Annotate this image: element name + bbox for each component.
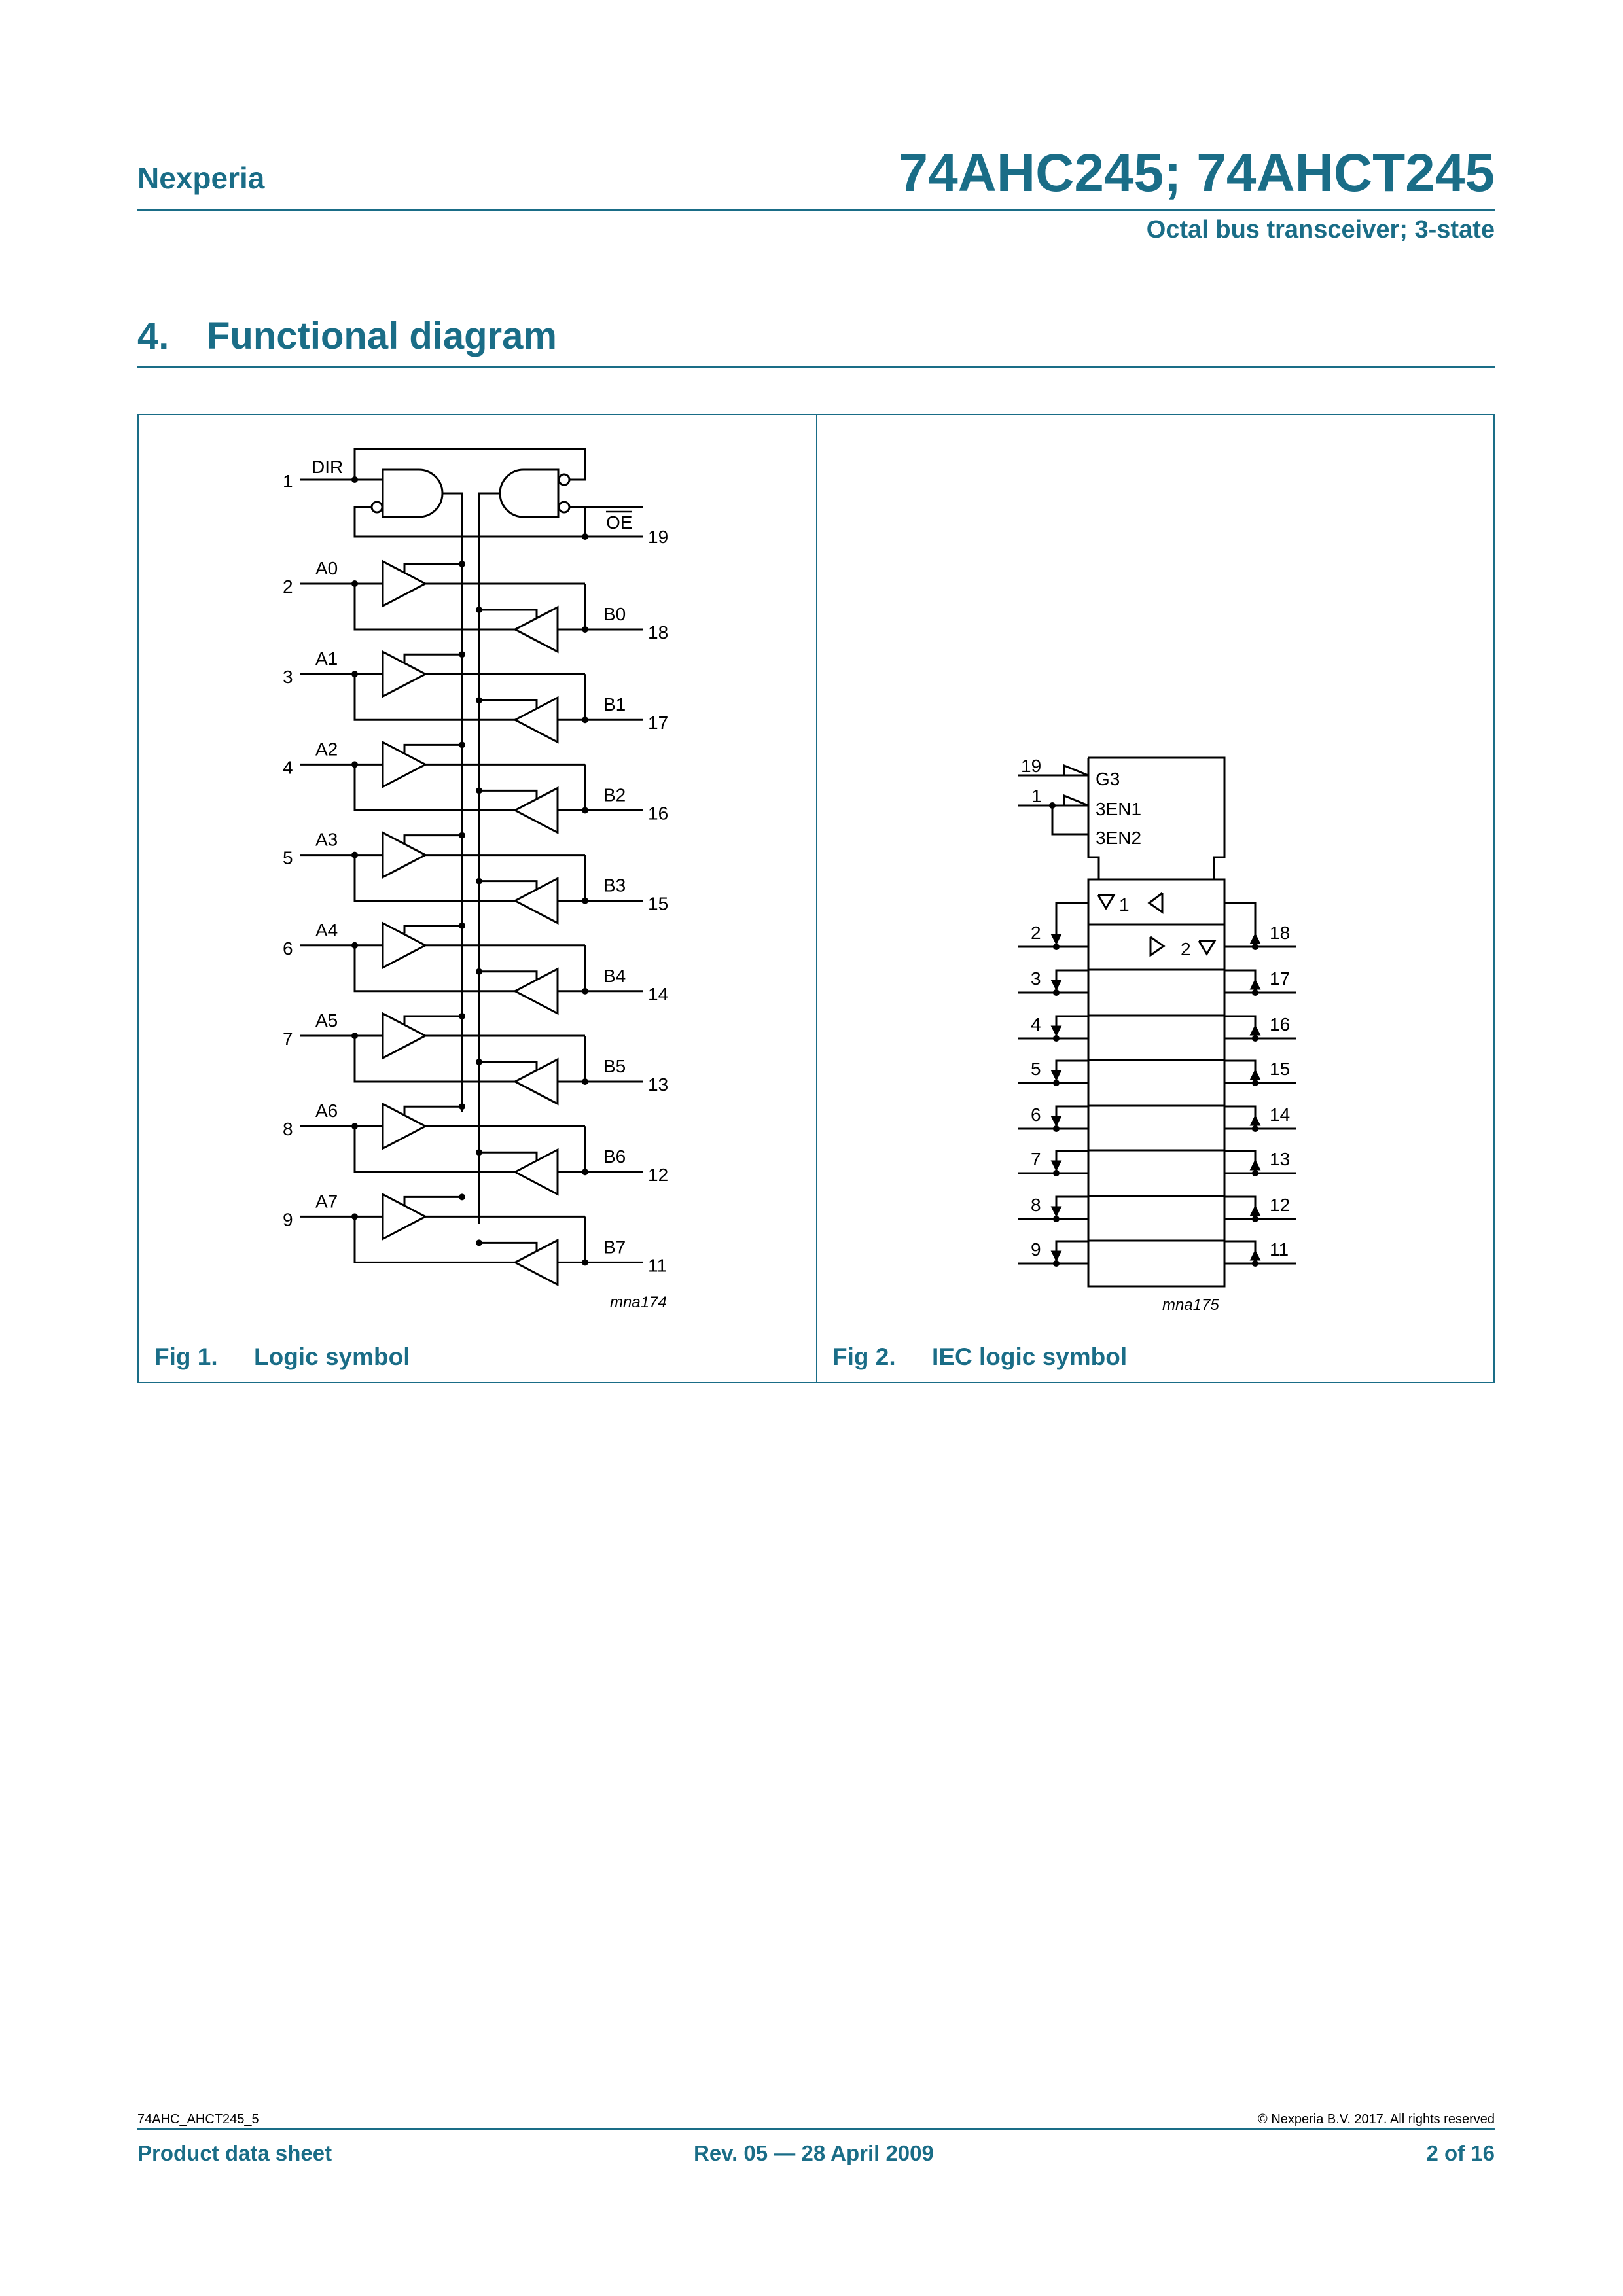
a-label-7: A7 (315, 1191, 338, 1212)
left-pin-1: 3 (1031, 968, 1041, 989)
oe-label: OE (606, 512, 633, 533)
wire (1052, 805, 1088, 834)
footer-rule (137, 2128, 1495, 2130)
direction-arrow (1052, 1027, 1060, 1034)
left-pin-0: 2 (1031, 923, 1041, 943)
dir-label: DIR (312, 457, 344, 477)
right-pin-7: 11 (1270, 1239, 1289, 1260)
b-pin-1: 17 (648, 713, 669, 733)
b-pin-4: 14 (648, 983, 669, 1004)
right-pin-6: 12 (1270, 1195, 1291, 1215)
section-number: 4. (137, 315, 169, 357)
wire (1098, 895, 1114, 908)
b-pin-7: 11 (648, 1255, 668, 1276)
left-pin-7: 9 (1031, 1239, 1041, 1260)
direction-arrow (1052, 935, 1060, 943)
b-pin-5: 13 (648, 1074, 669, 1095)
b-pin-6: 12 (648, 1165, 669, 1186)
a-pin-7: 9 (283, 1209, 293, 1230)
direction-arrow (1052, 1071, 1060, 1079)
document-title: 74AHC245; 74AHCT245 (898, 143, 1495, 203)
a-label-2: A2 (315, 739, 338, 760)
row1-label-2: 2 (1181, 939, 1191, 959)
left-pin-4: 6 (1031, 1104, 1041, 1125)
ctrl-label-3en2: 3EN2 (1096, 828, 1142, 848)
direction-arrow (1251, 981, 1259, 989)
a-pin-3: 5 (283, 847, 293, 868)
footer-page-number: 2 of 16 (1426, 2141, 1495, 2165)
footer-doc-type: Product data sheet (137, 2141, 332, 2165)
a-pin-5: 7 (283, 1029, 293, 1049)
wire (1150, 937, 1164, 955)
right-pin-3: 15 (1270, 1059, 1291, 1079)
ctrl-label-3en1: 3EN1 (1096, 799, 1142, 819)
b-pin-3: 15 (648, 893, 669, 914)
wire (1064, 766, 1088, 775)
fig1-title: Logic symbol (254, 1343, 410, 1370)
row1-label-1: 1 (1119, 894, 1130, 915)
a-label-0: A0 (315, 558, 338, 578)
wire (1064, 796, 1088, 805)
direction-arrow (1251, 1161, 1259, 1169)
wire (1056, 1197, 1088, 1219)
dir-pin: 1 (283, 471, 293, 491)
b-label-2: B2 (603, 785, 626, 805)
fig2-number: Fig 2. (832, 1343, 896, 1370)
b-label-0: B0 (603, 604, 626, 624)
direction-arrow (1251, 1252, 1259, 1260)
left-pin-6: 8 (1031, 1195, 1041, 1215)
b-label-6: B6 (603, 1146, 626, 1167)
left-pin-5: 7 (1031, 1149, 1041, 1169)
fig1-caption (154, 1343, 410, 1371)
a-label-4: A4 (315, 919, 338, 940)
direction-arrow (1251, 1117, 1259, 1125)
direction-arrow (1251, 1027, 1259, 1034)
wire (1056, 1151, 1088, 1173)
footer-revision: Rev. 05 — 28 April 2009 (694, 2141, 934, 2165)
right-pin-1: 17 (1270, 968, 1291, 989)
b-label-4: B4 (603, 965, 626, 986)
fig2-title: IEC logic symbol (932, 1343, 1128, 1370)
a-pin-1: 3 (283, 667, 293, 688)
brand-name: Nexperia (137, 161, 265, 195)
wire (1149, 893, 1162, 912)
a-label-1: A1 (315, 648, 338, 669)
section-title: Functional diagram (207, 315, 557, 357)
a-label-5: A5 (315, 1010, 338, 1031)
a-label-6: A6 (315, 1101, 338, 1122)
a-pin-6: 8 (283, 1119, 293, 1140)
right-pin-0: 18 (1270, 923, 1291, 943)
b-label-5: B5 (603, 1056, 626, 1076)
direction-arrow (1251, 1071, 1259, 1079)
fig2-caption (832, 1343, 1127, 1371)
direction-arrow (1052, 1252, 1060, 1260)
wire (1199, 941, 1215, 954)
fig2-id: mna175 (1162, 1296, 1219, 1314)
b-pin-0: 18 (648, 622, 669, 643)
fig1-number: Fig 1. (154, 1343, 218, 1370)
a-pin-2: 4 (283, 757, 293, 778)
a-pin-0: 2 (283, 576, 293, 597)
direction-arrow (1052, 981, 1060, 989)
ctrl-pin-1: 1 (1031, 786, 1042, 806)
b-label-3: B3 (603, 875, 626, 896)
document-subtitle: Octal bus transceiver; 3-state (1146, 216, 1495, 243)
direction-arrow (1052, 1117, 1060, 1125)
ctrl-pin-19: 19 (1021, 756, 1042, 776)
wire (1056, 1241, 1088, 1263)
wire (1056, 903, 1088, 947)
oe-pin: 19 (648, 527, 669, 547)
wire (1056, 1106, 1088, 1129)
ctrl-label-g3: G3 (1096, 769, 1120, 789)
direction-arrow (1052, 1207, 1060, 1215)
left-pin-3: 5 (1031, 1059, 1041, 1079)
wire (1224, 903, 1255, 947)
right-pin-5: 13 (1270, 1149, 1291, 1169)
footer-copyright: © Nexperia B.V. 2017. All rights reserved (1258, 2112, 1495, 2127)
b-label-1: B1 (603, 694, 626, 715)
direction-arrow (1251, 935, 1259, 943)
right-pin-2: 16 (1270, 1014, 1291, 1034)
b-pin-2: 16 (648, 803, 669, 824)
a-label-3: A3 (315, 829, 338, 850)
wire (1056, 1016, 1088, 1038)
a-pin-4: 6 (283, 938, 293, 959)
wire (1056, 1061, 1088, 1083)
left-pin-2: 4 (1031, 1014, 1041, 1034)
direction-arrow (1251, 1207, 1259, 1215)
fig1-id: mna174 (610, 1294, 667, 1311)
b-label-7: B7 (603, 1237, 626, 1258)
wire (1056, 970, 1088, 993)
right-pin-4: 14 (1270, 1104, 1291, 1125)
direction-arrow (1052, 1161, 1060, 1169)
footer-doc-id: 74AHC_AHCT245_5 (137, 2112, 259, 2127)
